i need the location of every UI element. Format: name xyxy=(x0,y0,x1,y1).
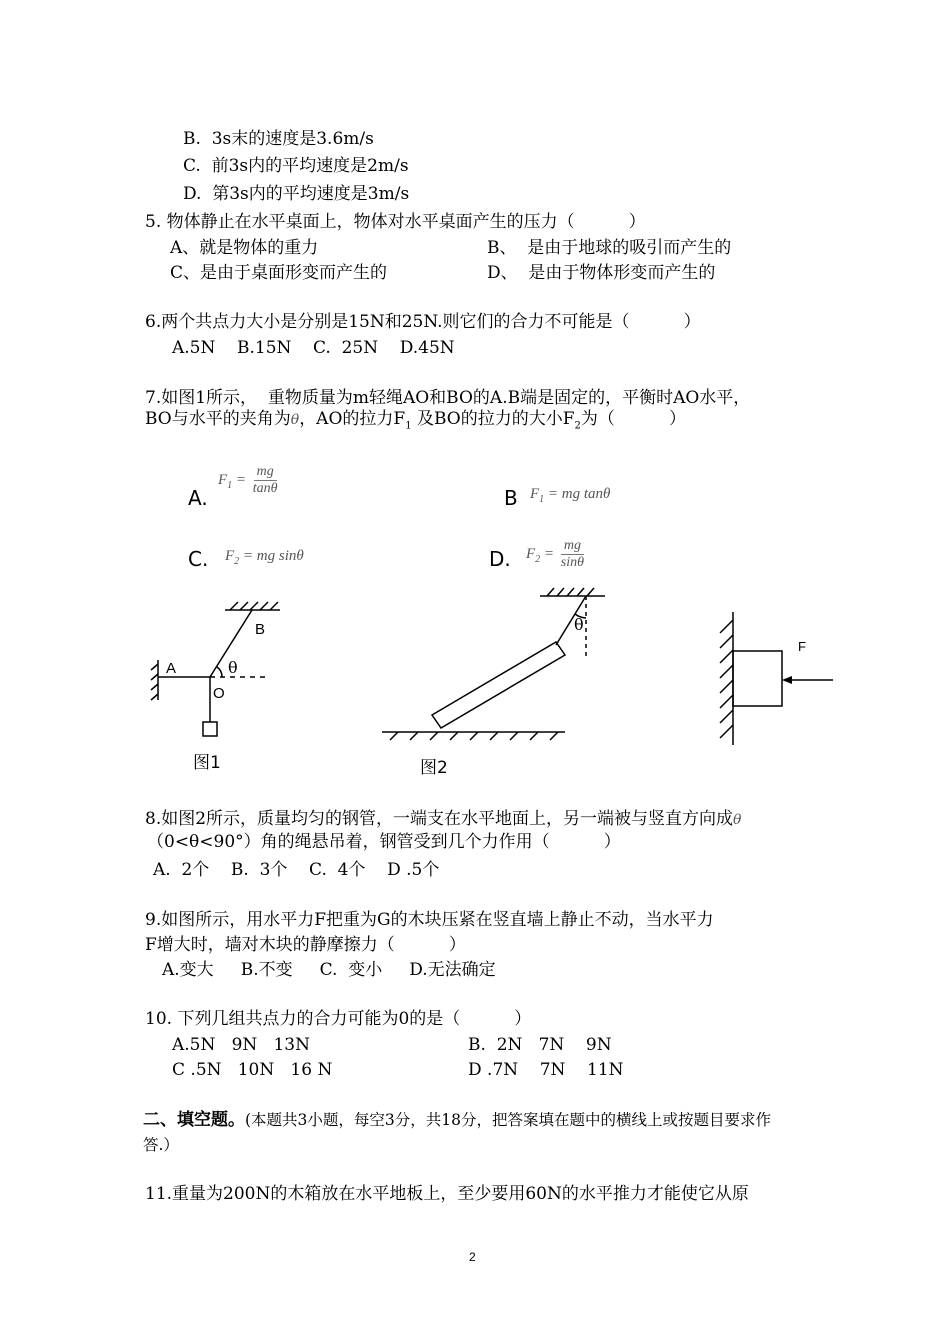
q5-option-c: C、是由于桌面形变而产生的 xyxy=(170,263,388,283)
fig2-caption: 图2 xyxy=(420,758,448,778)
fig1-label-o: O xyxy=(213,685,225,702)
fig3-label-f: F xyxy=(798,639,806,654)
q7-formula-c: $F_2$ = mg sinθ xyxy=(225,548,304,567)
page-number: 2 xyxy=(469,1250,476,1264)
q9-stem-line1: 9.如图所示，用水平力F把重为G的木块压紧在竖直墙上静止不动，当水平力 xyxy=(145,910,714,930)
section2-heading: 二、填空题。(本题共3小题，每空3分，共18分，把答案填在题中的横线上或按题目要求作 xyxy=(143,1110,771,1130)
q6-stem: 6.两个共点力大小是分别是15N和25N.则它们的合力不可能是（ ） xyxy=(145,312,701,332)
force-arrow-head xyxy=(782,676,792,684)
q7-option-c-label: C. xyxy=(188,547,209,571)
fig1-caption: 图1 xyxy=(193,753,221,773)
q8-stem-line1: 8.如图2所示，质量均匀的钢管，一端支在水平地面上，另一端被与竖直方向成θ xyxy=(145,809,742,829)
q5-option-a: A、就是物体的重力 xyxy=(170,238,319,258)
q7-formula-d: $F_2$ = $\frac{mg}{\sin\theta}$ xyxy=(526,538,585,570)
figure-3 xyxy=(720,612,833,745)
q7-formula-a: $F_1$ = $\frac{mg}{\tan\theta}$ xyxy=(218,464,278,496)
q7-option-b-label: B xyxy=(504,486,518,510)
q4-option-b: B. 3s末的速度是3.6m/s xyxy=(183,129,374,149)
q5-option-d: D、 是由于物体形变而产生的 xyxy=(487,263,716,283)
q4-option-c: C. 前3s内的平均速度是2m/s xyxy=(183,156,409,176)
q9-options: A.变大 B.不变 C. 变小 D.无法确定 xyxy=(162,960,496,980)
q5-stem: 5. 物体静止在水平桌面上，物体对水平桌面产生的压力（ ） xyxy=(145,212,646,232)
q7-option-a-label: A. xyxy=(188,486,208,510)
q7-stem-line2: BO与水平的夹角为θ，AO的拉力$F_1$ 及BO的拉力的大小$F_2$为（ ） xyxy=(145,409,686,432)
q10-option-d: D .7N 7N 11N xyxy=(468,1060,624,1080)
q5-option-b: B、 是由于地球的吸引而产生的 xyxy=(487,238,732,258)
q4-option-d: D. 第3s内的平均速度是3m/s xyxy=(183,184,410,204)
q8-stem-line2: （0<θ<90°）角的绳悬吊着，钢管受到几个力作用（ ） xyxy=(147,832,621,852)
q10-stem: 10. 下列几组共点力的合力可能为0的是（ ） xyxy=(145,1009,532,1029)
fig2-label-theta: θ xyxy=(574,615,584,634)
q10-option-a: A.5N 9N 13N xyxy=(172,1035,310,1055)
section2-heading-cont: 答.） xyxy=(143,1136,179,1154)
fig1-label-a: A xyxy=(166,660,177,677)
q6-options: A.5N B.15N C. 25N D.45N xyxy=(172,338,455,358)
figure-2 xyxy=(382,588,605,740)
q10-option-b: B. 2N 7N 9N xyxy=(468,1035,612,1055)
q7-formula-b: $F_1$ = mg tanθ xyxy=(530,486,611,505)
q8-options: A. 2个 B. 3个 C. 4个 D .5个 xyxy=(153,860,440,880)
fig1-label-b: B xyxy=(255,621,266,638)
q11-stem: 11.重量为200N的木箱放在水平地板上，至少要用60N的水平推力才能使它从原 xyxy=(145,1184,749,1204)
fig1-label-theta: θ xyxy=(228,658,238,677)
q7-stem-line1: 7.如图1所示， 重物质量为m轻绳AO和BO的A.B端是固定的，平衡时AO水平， xyxy=(145,388,751,408)
q9-stem-line2: F增大时，墙对木块的静摩擦力（ ） xyxy=(145,935,466,955)
q10-option-c: C .5N 10N 16 N xyxy=(172,1060,333,1080)
q7-option-d-label: D. xyxy=(489,547,511,571)
